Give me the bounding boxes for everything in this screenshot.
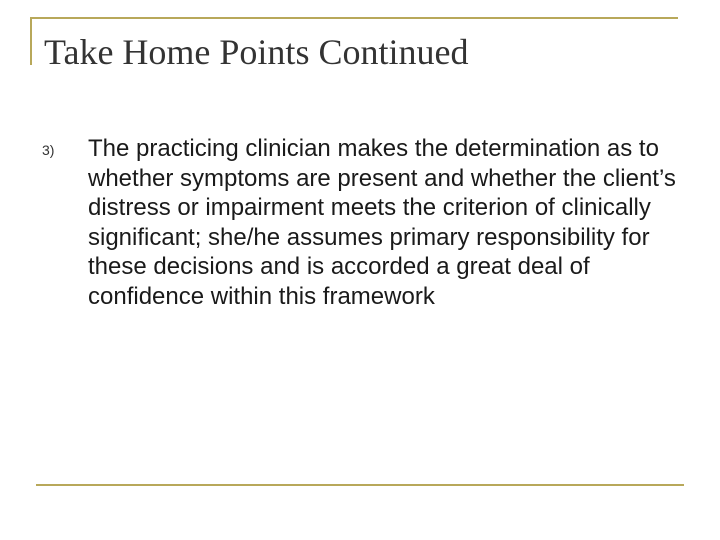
bottom-divider: [36, 484, 684, 486]
list-item-text: The practicing clinician makes the determination as to whether symptoms are present and whether the client’s distress or impairment meets the criterion of clinically significant; she/he assumes primary responsibility for these decisions and is accorded a great deal of confidence within this framework: [88, 135, 676, 310]
title-frame-top-rule: [30, 17, 678, 19]
list-item-number: 3): [42, 142, 55, 158]
slide-title: Take Home Points Continued: [44, 32, 469, 72]
title-frame-left-rule: [30, 17, 32, 65]
